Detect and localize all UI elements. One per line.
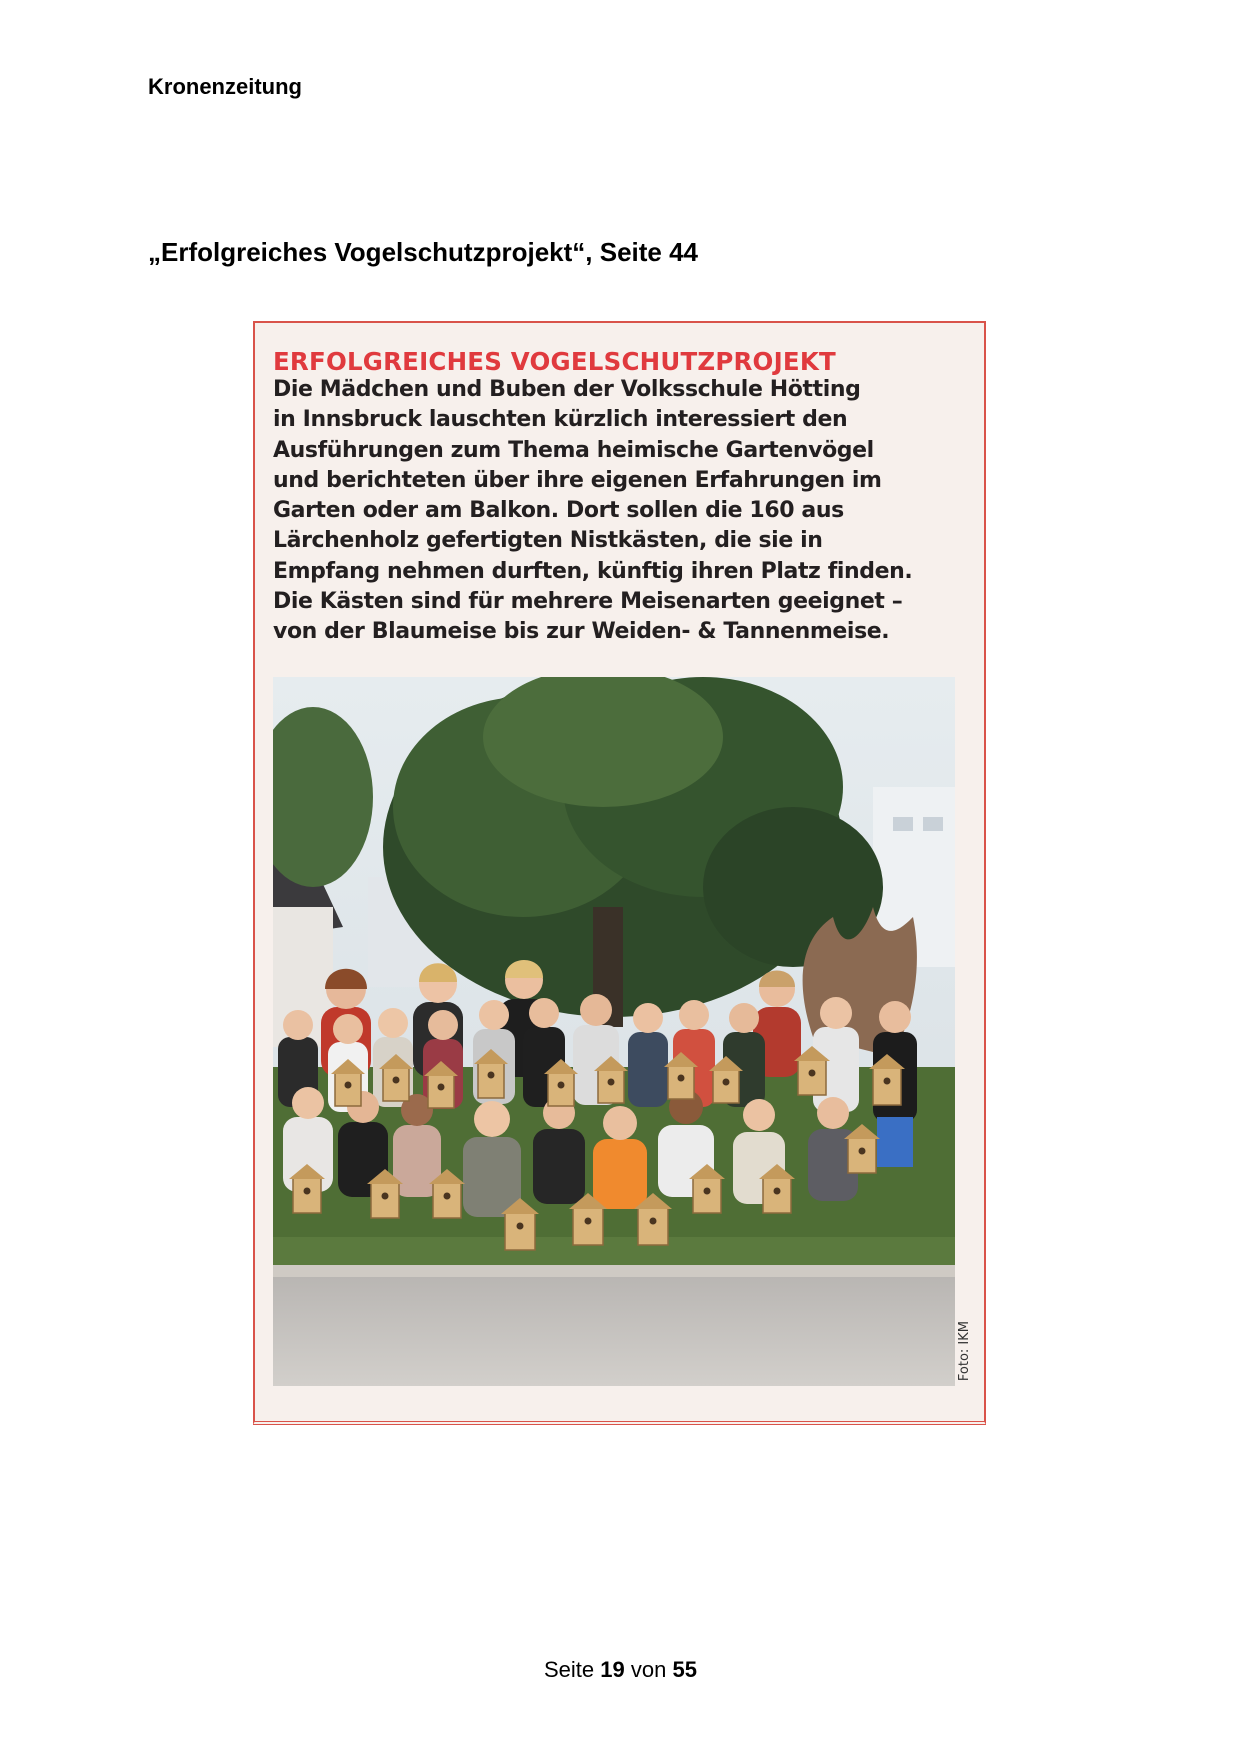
clipping-body-line: Empfang nehmen durften, künftig ihren Platz finden. bbox=[273, 558, 913, 584]
article-reference-title: „Erfolgreiches Vogelschutzprojekt“, Seite 44 bbox=[148, 237, 699, 267]
clipping-body-line: Die Kästen sind für mehrere Meisenarten geeignet – bbox=[273, 589, 903, 615]
newspaper-clipping bbox=[253, 321, 986, 1425]
clipping-body-line: Garten oder am Balkon. Dort sollen die 160 aus bbox=[273, 498, 844, 524]
current-page-number: 19 bbox=[600, 1657, 625, 1682]
group-photo-illustration bbox=[273, 677, 955, 1386]
clipping-body-line: Lärchenholz gefertigten Nistkästen, die sie in bbox=[273, 528, 823, 554]
clipping-headline: ERFOLGREICHES VOGELSCHUTZPROJEKT bbox=[273, 347, 836, 376]
total-pages-number: 55 bbox=[672, 1657, 697, 1682]
group-photo bbox=[273, 677, 955, 1386]
clipping-body-line: Die Mädchen und Buben der Volksschule Hötting bbox=[273, 377, 861, 402]
newspaper-source: Kronenzeitung bbox=[148, 74, 302, 99]
clipping-body-line: in Innsbruck lauschten kürzlich interessiert den bbox=[273, 407, 848, 433]
clipping-body-line: und berichteten über ihre eigenen Erfahrungen im bbox=[273, 467, 882, 493]
page-footer bbox=[0, 1657, 1241, 1683]
clipping-body bbox=[273, 375, 973, 648]
page-of-label: von bbox=[630, 1657, 667, 1682]
clipping-body-line: Ausführungen zum Thema heimische Gartenvögel bbox=[273, 437, 874, 463]
photo-credit: Foto: IKM bbox=[957, 1320, 972, 1381]
clipping-body-line: von der Blaumeise bis zur Weiden- & Tannenmeise. bbox=[273, 619, 890, 645]
page-label: Seite bbox=[544, 1657, 595, 1682]
